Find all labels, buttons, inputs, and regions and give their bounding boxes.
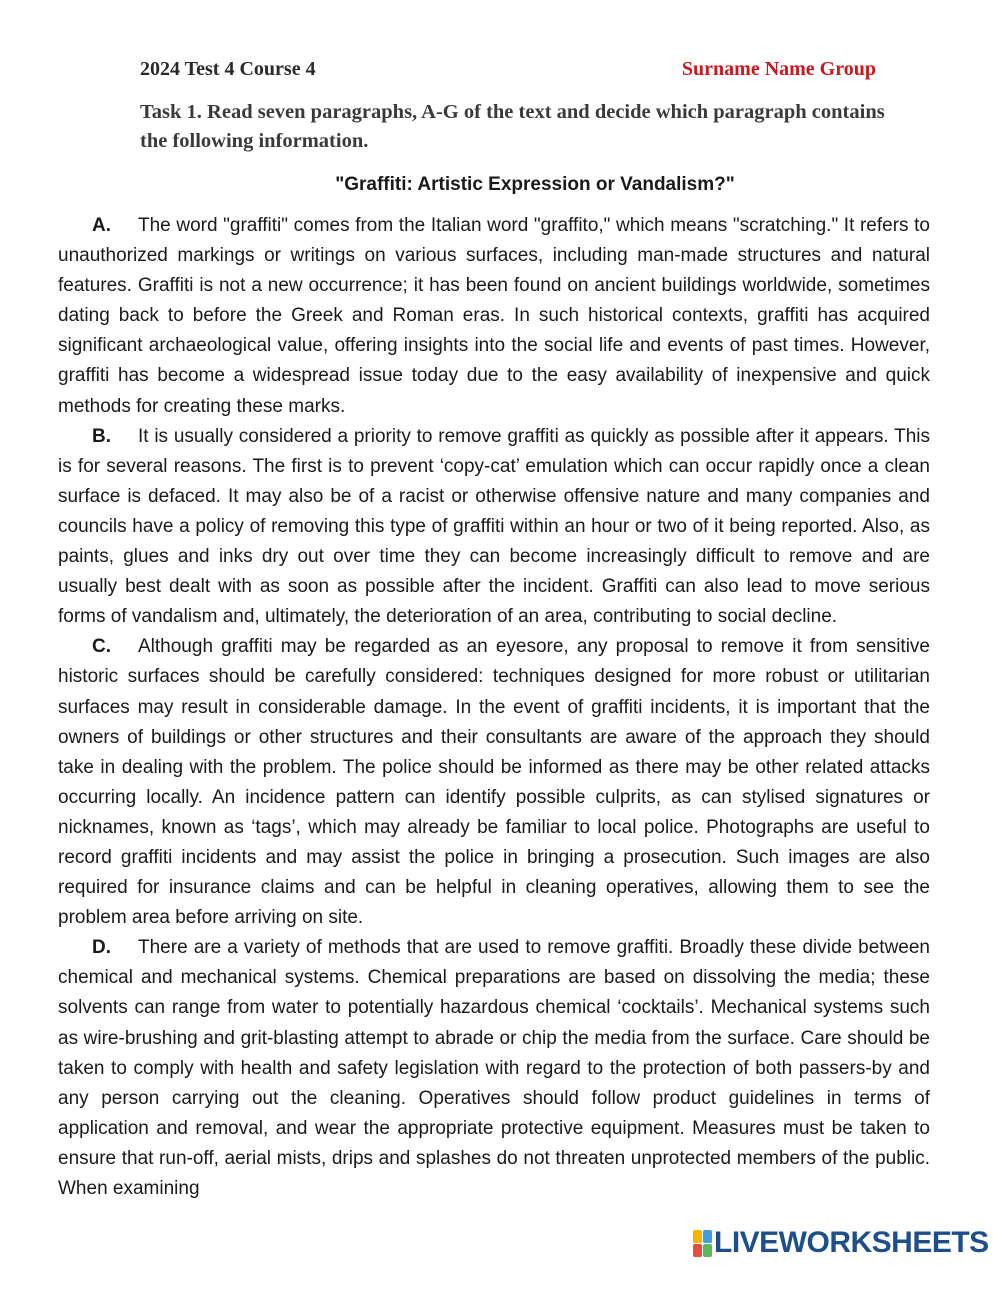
paragraph-text: It is usually considered a priority to remove graffiti as quickly as possible after it appears. This is for several reasons. The first is to prevent ‘copy-cat’ emulation which can occur rapidly once a clean surface is defaced. It may also be of a racist or otherwise offensive nature and many companies and councils have a policy of removing this type of graffiti within an hour or two of it being reported. Also, as paints, glues and inks dry out over time they can become increasingly difficult to remove and are usually best dealt with as soon as possible after the incident. Graffiti can also lead to move serious forms of vandalism and, ultimately, the deterioration of an area, contributing to social decline.	[58, 425, 930, 628]
paragraph-letter: C.	[92, 636, 111, 658]
paragraph-letter: D.	[92, 937, 111, 959]
paragraph-b	[58, 422, 930, 633]
paragraph-text: There are a variety of methods that are used to remove graffiti. Broadly these divide between chemical and mechanical systems. Chemical preparations are based on dissolving the media; these solvents can range from water to potentially hazardous chemical ‘cocktails’. Mechanical systems such as wire-brushing and grit-blasting attempt to abrade or chip the media from the surface. Care should be taken to comply with health and safety legislation with regard to the protection of both passers-by and any person carrying out the cleaning. Operatives should follow product guidelines in terms of application and removal, and wear the appropriate protective equipment. Measures must be taken to ensure that run-off, aerial mists, drips and splashes do not threaten unprotected members of the public. When examining	[58, 937, 930, 1199]
paragraph-c	[58, 632, 930, 933]
liveworksheets-logo-icon	[693, 1230, 711, 1256]
document-header	[140, 58, 876, 88]
paragraph-text: The word "graffiti" comes from the Italian word "graffito," which means "scratching." It refers to unauthorized markings or writings on various surfaces, including man-made structures and natural features. Graffiti is not a new occurrence; it has been found on ancient buildings worldwide, sometimes dating back to before the Greek and Roman eras. In such historical contexts, graffiti has acquired significant archaeological value, offering insights into the social life and events of past times. However, graffiti has become a widespread issue today due to the easy availability of inexpensive and quick methods for creating these marks.	[58, 215, 930, 417]
logo-square	[703, 1230, 712, 1243]
paragraph-d	[58, 933, 930, 1204]
paragraph-a	[58, 211, 930, 422]
liveworksheets-logo[interactable]	[693, 1226, 989, 1260]
task-instruction: Task 1. Read seven paragraphs, A-G of the text and decide which paragraph contains the following information.	[140, 101, 885, 152]
logo-square	[703, 1244, 712, 1257]
article-title: "Graffiti: Artistic Expression or Vandalism?"	[335, 174, 735, 195]
paragraph-letter: A.	[92, 215, 111, 236]
surname-name-group-label: Surname Name Group	[681, 58, 876, 80]
logo-square	[693, 1230, 702, 1243]
paragraph-text: Although graffiti may be regarded as an eyesore, any proposal to remove it from sensitive historic surfaces should be carefully considered: techniques designed for more robust or utilitarian surfaces may result in considerable damage. In the event of graffiti incidents, it is important that the owners of buildings or other structures and their consultants are aware of the approach they should take in dealing with the problem. The police should be informed as there may be other related attacks occurring locally. An incidence pattern can identify possible culprits, as can stylised signatures or nicknames, known as ‘tags’, which may already be familiar to local police. Photographs are useful to record graffiti incidents and may assist the police in bringing a prosecution. Such images are also required for insurance claims and can be helpful in cleaning operatives, allowing them to see the problem area before arriving on site.	[58, 636, 930, 929]
paragraph-letter: B.	[92, 425, 111, 447]
logo-square	[693, 1244, 702, 1257]
article-body	[58, 211, 930, 1204]
test-course-label: 2024 Test 4 Course 4	[140, 58, 316, 80]
liveworksheets-logo-text: LIVEWORKSHEETS	[714, 1226, 989, 1259]
